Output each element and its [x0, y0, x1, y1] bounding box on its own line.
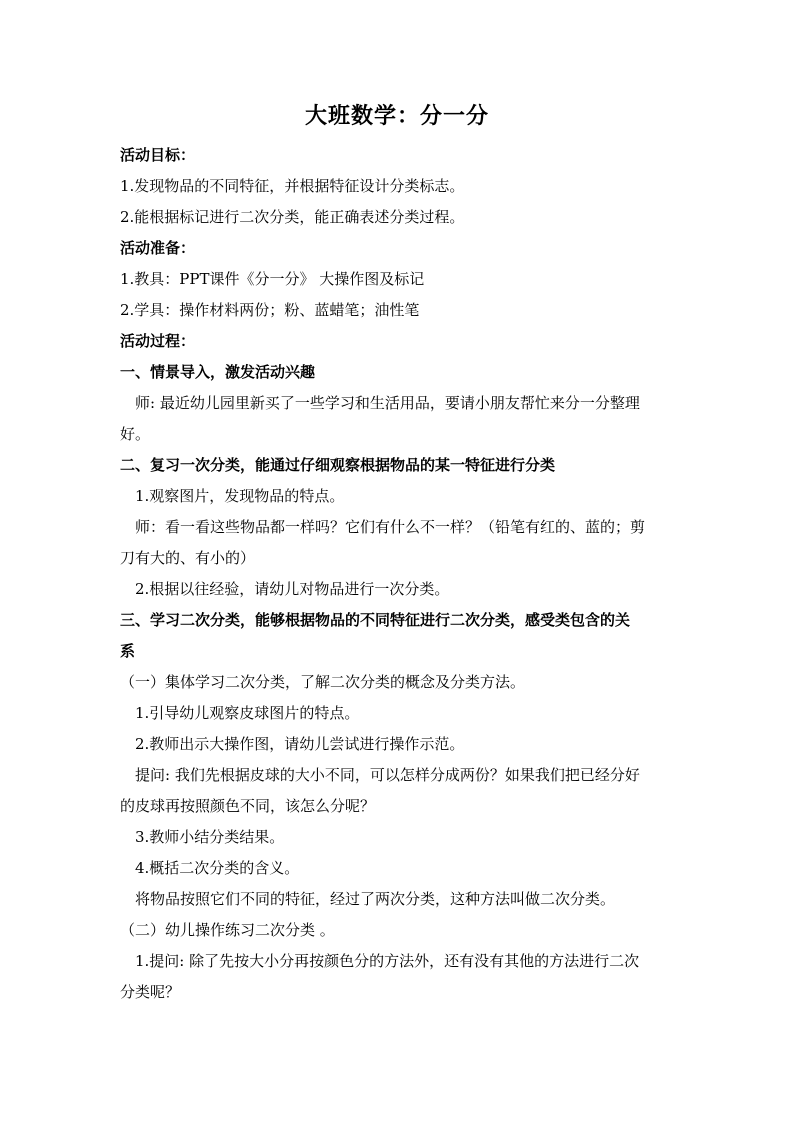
paragraph-line: 2.教师出示大操作图，请幼儿尝试进行操作示范。 [135, 735, 465, 753]
paragraph-line: 师: 最近幼儿园里新买了一些学习和生活用品，要请小朋友帮忙来分一分整理 [135, 394, 640, 412]
process-step-3-heading-cont: 系 [120, 642, 136, 660]
process-step-3-heading: 三、学习二次分类，能够根据物品的不同特征进行二次分类，感受类包含的关 [120, 611, 631, 629]
subsection-heading-2: （二）幼儿操作练习二次分类 。 [120, 921, 335, 939]
subsection-heading-1: （一）集体学习二次分类，了解二次分类的概念及分类方法。 [120, 673, 526, 691]
paragraph-line: 4.概括二次分类的含义。 [135, 859, 300, 877]
section-heading-process: 活动过程： [120, 332, 196, 350]
paragraph-line: 3.教师小结分类结果。 [135, 828, 285, 846]
paragraph-line: 刀有大的、有小的） [120, 549, 256, 567]
paragraph-line: 师：看一看这些物品都一样吗？它们有什么不一样？（铅笔有红的、蓝的；剪 [135, 518, 646, 536]
paragraph-line: 1.引导幼儿观察皮球图片的特点。 [135, 704, 360, 722]
preparation-item-1: 1.教具：PPT课件《分一分》 大操作图及标记 [120, 270, 425, 288]
paragraph-line: 的皮球再按照颜色不同，该怎么分呢？ [120, 797, 376, 815]
preparation-item-2: 2.学具：操作材料两份；粉、蓝蜡笔；油性笔 [120, 301, 420, 319]
paragraph-line: 将物品按照它们不同的特征，经过了两次分类，这种方法叫做二次分类。 [135, 890, 616, 908]
paragraph-line: 1.提问: 除了先按大小分再按颜色分的方法外，还有没有其他的方法进行二次 [135, 952, 640, 970]
paragraph-line: 提问: 我们先根据皮球的大小不同，可以怎样分成两份？如果我们把已经分好 [135, 766, 640, 784]
process-step-1-heading: 一、情景导入，激发活动兴趣 [120, 363, 316, 381]
section-heading-preparation: 活动准备： [120, 239, 196, 257]
process-step-2-heading: 二、复习一次分类，能通过仔细观察根据物品的某一特征进行分类 [120, 456, 556, 474]
paragraph-line: 2.根据以往经验，请幼儿对物品进行一次分类。 [135, 580, 450, 598]
paragraph-line: 分类呢？ [120, 983, 181, 1001]
document-body [120, 140, 680, 1008]
section-heading-goals: 活动目标： [120, 146, 196, 164]
goal-item-1: 1.发现物品的不同特征，并根据特征设计分类标志。 [120, 177, 465, 195]
goal-item-2: 2.能根据标记进行二次分类，能正确表述分类过程。 [120, 208, 465, 226]
document-title: 大班数学：分一分 [304, 104, 489, 129]
paragraph-line: 好。 [120, 425, 151, 443]
paragraph-line: 1.观察图片，发现物品的特点。 [135, 487, 345, 505]
